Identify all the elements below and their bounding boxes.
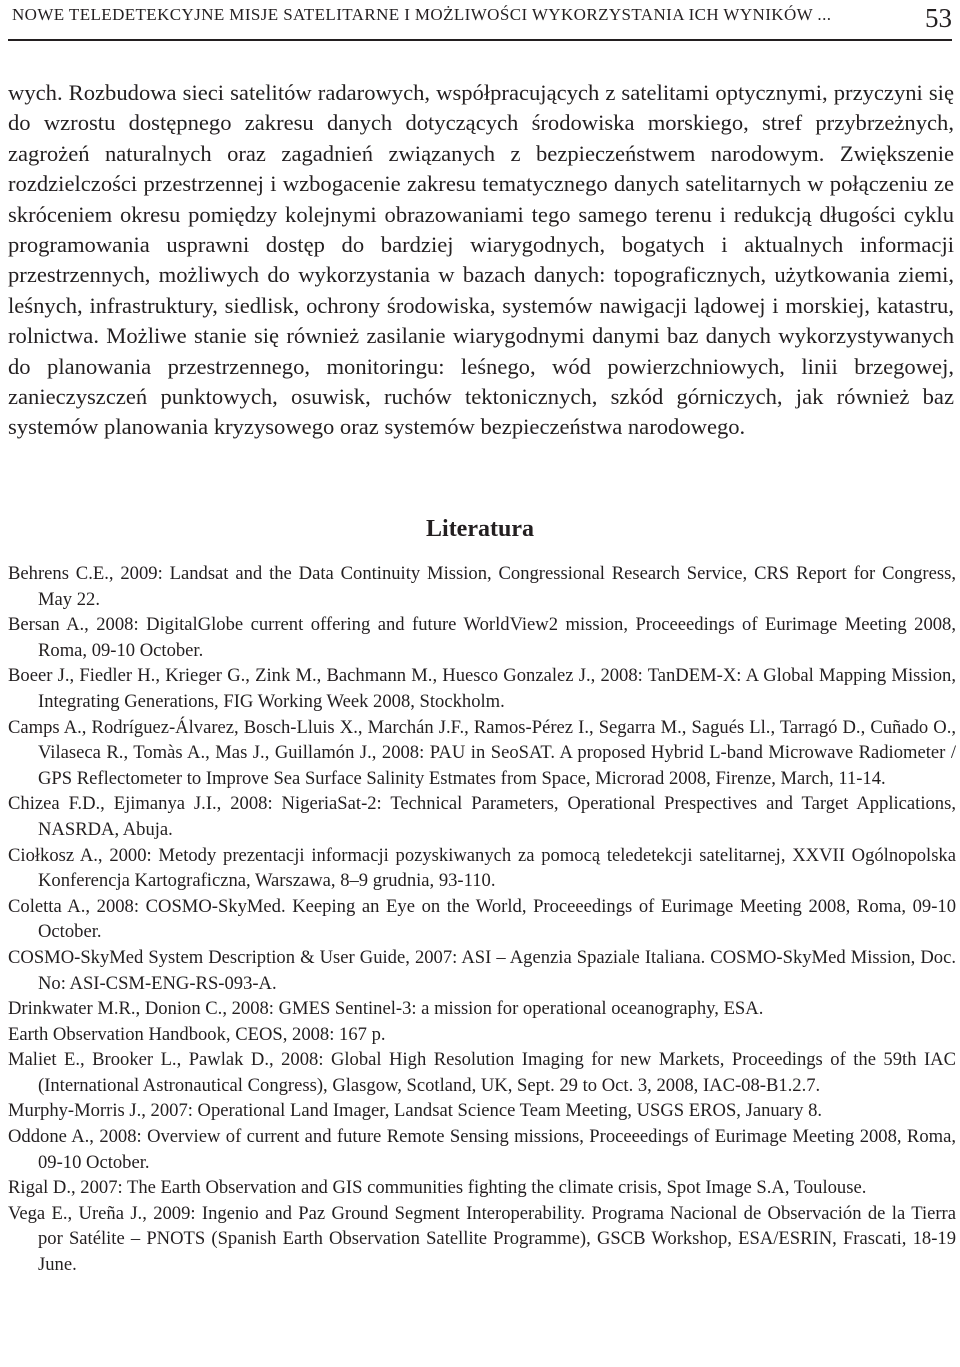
- running-header: [8, 0, 952, 41]
- references-heading: Literatura: [426, 516, 534, 542]
- reference-item: Rigal D., 2007: The Earth Observation and GIS communities fighting the climate crisis, Spot Image S.A, Toulouse.: [8, 1177, 867, 1199]
- reference-item: Maliet E., Brooker L., Pawlak D., 2008: Global High Resolution Imaging for new Markets, Proceedings of the 59th IAC (International Astronautical Congress), Glasgow, Scotland, UK, Sept. 29 to Oct. 3, 2008, IAC-08-B1.2.7.: [8, 1049, 956, 1096]
- page-number: 53: [925, 3, 952, 33]
- running-header-title: NOWE TELEDETEKCYJNE MISJE SATELITARNE I MOŻLIWOŚCI WYKORZYSTANIA ICH WYNIKÓW ...: [12, 5, 832, 24]
- reference-item: Coletta A., 2008: COSMO-SkyMed. Keeping an Eye on the World, Proceeedings of Eurimage Meeting 2008, Roma, 09-10 October.: [8, 895, 956, 943]
- reference-item: Camps A., Rodríguez-Álvarez, Bosch-Lluis X., Marchán J.F., Ramos-Pérez I., Segarra M., Sagués Ll., Tarragó D., Cuñado O., Vilaseca R., Tomàs A., Mas J., Guillamón J., 2008: PAU in SeoSAT. A proposed Hybrid L-band Microwave Radiometer / GPS Reflectometer to Improve Sea Surface Salinity Estmates from Space, Microrad 2008, Firenze, March, 11-14.: [8, 716, 956, 789]
- reference-list: [8, 561, 956, 1278]
- reference-item: Boeer J., Fiedler H., Krieger G., Zink M., Bachmann M., Huesco Gonzalez J., 2008: TanDEM-X: A Global Mapping Mission, Integrating Generations, FIG Working Week 2008, Stockholm.: [8, 665, 956, 712]
- reference-item: Drinkwater M.R., Donion C., 2008: GMES Sentinel-3: a mission for operational oceanography, ESA.: [8, 998, 764, 1020]
- reference-item: Ciołkosz A., 2000: Metody prezentacji informacji pozyskiwanych za pomocą teledetekcji satelitarnej, XXVII Ogólnopolska Konferencja Kartograficzna, Warszawa, 8–9 grudnia, 93-110.: [8, 844, 956, 892]
- reference-item: COSMO-SkyMed System Description & User Guide, 2007: ASI – Agenzia Spaziale Italiana. COSMO-SkyMed Mission, Doc. No: ASI-CSM-ENG-RS-093-A.: [8, 946, 956, 994]
- reference-item: Behrens C.E., 2009: Landsat and the Data Continuity Mission, Congressional Research Service, CRS Report for Congress, May 22.: [8, 563, 956, 610]
- reference-item: Murphy-Morris J., 2007: Operational Land Imager, Landsat Science Team Meeting, USGS EROS, January 8.: [8, 1100, 823, 1122]
- reference-item: Vega E., Ureña J., 2009: Ingenio and Paz Ground Segment Interoperability. Programa Nacional de Observación de la Tierra por Satélite – PNOTS (Spanish Earth Observation Satellite Programme), GSCB Workshop, ESA/ESRIN, Frascati, 18-19 June.: [8, 1202, 956, 1276]
- reference-item: Earth Observation Handbook, CEOS, 2008: 167 p.: [8, 1023, 386, 1045]
- reference-item: Chizea F.D., Ejimanya J.I., 2008: NigeriaSat-2: Technical Parameters, Operational Prespectives and Target Applications, NASRDA, Abuja.: [8, 793, 956, 840]
- body-paragraph: wych. Rozbudowa sieci satelitów radarowych, współpracujących z satelitami optycznymi, przyczyni się do wzrostu dostępnego zakresu danych dotyczących środowiska morskiego, stref przybrzeżnych, zagrożeń naturalnych oraz zagadnień związanych z bezpieczeństwem narodowym. Zwiększenie rozdzielczości przestrzennej i wzbogacenie zakresu tematycznego danych satelitarnych w połączeniu ze skróceniem okresu pomiędzy kolejnymi obrazowaniami tego samego terenu i redukcją długości cyklu programowania usprawni dostęp do bardziej wiarygodnych, bogatych i aktualnych informacji przestrzennych, możliwych do wykorzystania w bazach danych: topograficznych, użytkowania ziemi, leśnych, infrastruktury, siedlisk, ochrony środowiska, systemów nawigacji lądowej i morskiej, katastru, rolnictwa. Możliwe stanie się również zasilanie wiarygodnymi danymi baz danych wykorzystywanych do planowania przestrzennego, monitoringu: leśnego, wód powierzchniowych, linii brzegowej, zanieczyszczeń punktowych, osuwisk, ruchów tektonicznych, szkód górniczych, jak również baz systemów planowania kryzysowego oraz systemów bezpieczeństwa narodowego.: [8, 80, 954, 440]
- reference-item: Oddone A., 2008: Overview of current and future Remote Sensing missions, Proceeedings of Eurimage Meeting 2008, Roma, 09-10 October.: [8, 1126, 956, 1173]
- body-text: [8, 78, 954, 443]
- reference-item: Bersan A., 2008: DigitalGlobe current offering and future WorldView2 mission, Proceeedings of Eurimage Meeting 2008, Roma, 09-10 October.: [8, 614, 956, 661]
